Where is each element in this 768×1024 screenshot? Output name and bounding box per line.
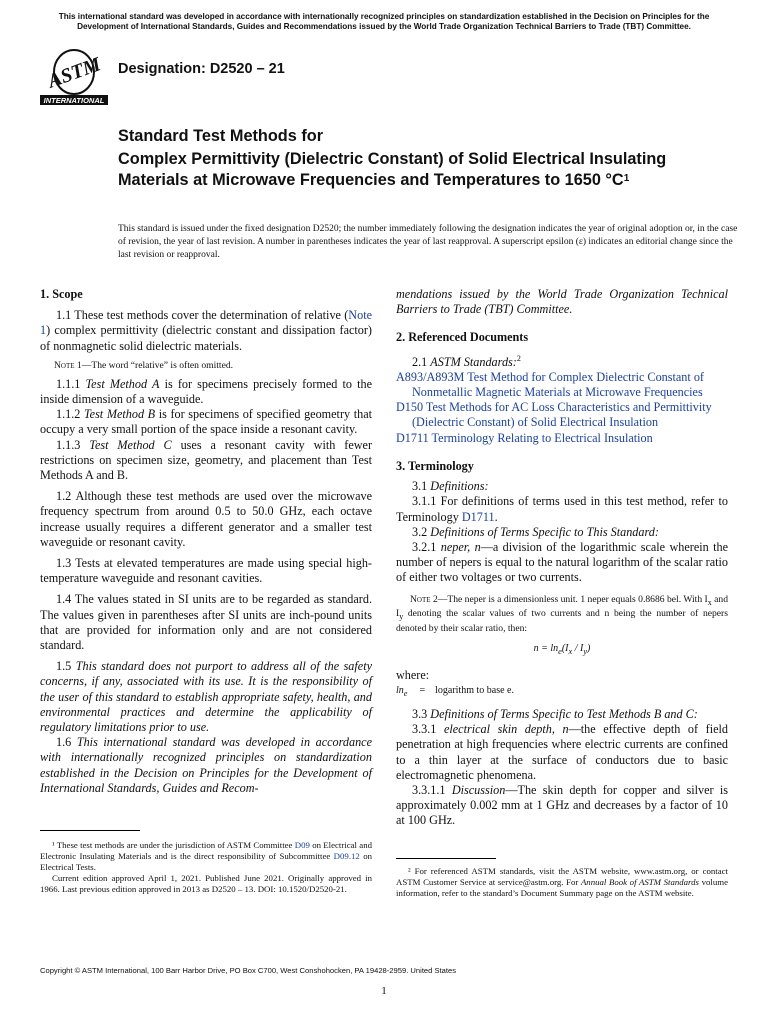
footnote-link-d09[interactable]: D09: [294, 840, 310, 850]
footnote-1: ¹ These test methods are under the jurisdiction of ASTM Committee D09 on Electrical and Electronic Insulating Materials and is the direct responsibility of Subcommittee D09.12 on Electrical Tests. Current edition approved April 1, 2021. Published June 2021. Originally approved in 1966. Last previous edition approved in 2013 as D2520 – 13. DOI: 10.1520/D2520-21.: [40, 840, 372, 894]
para-1-1-1: 1.1.1 Test Method A is for specimens precisely formed to the inside dimension of a waveguide.: [40, 376, 373, 407]
para-3-2-1: 3.2.1 neper, n—a division of the logarithmic scale wherein the number of nepers is equal to the natural logarithm of the scalar ratio of either two voltages or two currents.: [396, 539, 728, 585]
where-label: where:: [396, 667, 430, 682]
ref-d1711: D1711 Terminology Relating to Electrical Insulation: [396, 430, 653, 445]
page-number: 1: [381, 985, 387, 997]
para-1-1-3: 1.1.3 Test Method C uses a resonant cavity with fewer restrictions on specimen size, geometry, and placement than Test Methods A and B.: [40, 437, 372, 483]
designation: Designation: D2520 – 21: [118, 61, 285, 77]
para-2-1: 2.1 ASTM Standards:$^2$: [412, 353, 521, 369]
para-3-2: 3.2 Definitions of Terms Specific to This Standard:: [412, 524, 659, 539]
footnote-rule-left: [40, 830, 140, 831]
astm-logo: [38, 48, 110, 106]
ref-link-d150[interactable]: D150: [396, 400, 424, 415]
para-3-3: 3.3 Definitions of Terms Specific to Test Methods B and C:: [412, 706, 698, 721]
terminology-link-d1711[interactable]: D1711: [461, 509, 495, 524]
section-referenced-documents-heading: 2. Referenced Documents: [396, 330, 529, 345]
note-1-link[interactable]: Note 1: [40, 308, 372, 338]
para-1-3: 1.3 Tests at elevated temperatures are made using special high-temperature waveguide and resonant cavities.: [40, 556, 372, 586]
para-1-6-continued: mendations issued by the World Trade Organization Technical Barriers to Trade (TBT) Committee.: [396, 287, 728, 317]
ref-a893: A893/A893M Test Method for Complex Dielectric Constant of Nonmetallic Magnetic Materials at Microwave Frequencies: [396, 369, 704, 400]
svg-text:ASTM: ASTM: [44, 53, 104, 93]
ref-d150: D150 Test Methods for AC Loss Characteristics and Permittivity (Dielectric Constant) of Solid Electrical Insulation: [396, 400, 712, 430]
para-3-3-1: 3.3.1 electrical skin depth, n—the effective depth of field penetration at high frequencies where electric currents are confined to a thin layer at the surface of conductors due to basic electromagnetic phenomena.: [396, 722, 729, 782]
ref-link-d1711[interactable]: D1711: [396, 430, 429, 445]
title-footnote-ref[interactable]: 1: [623, 173, 630, 184]
para-3-1-1: 3.1.1 For definitions of terms used in this test method, refer to Terminology D1711.: [396, 494, 728, 524]
neper-equation: $n = \ln_e(I_x / I_y)$: [533, 643, 591, 657]
para-3-1: 3.1 Definitions:: [412, 479, 489, 494]
title-main: Complex Permittivity (Dielectric Constant) of Solid Electrical Insulating Materials at Microwave Frequencies and Temperatures to 1650 $^\circ C^1$: [118, 150, 667, 189]
ref-link-a893[interactable]: A893/A893M: [396, 369, 465, 384]
para-1-2: 1.2 Although these test methods are used over the microwave frequency spectrum from around 0.5 to 50.0 GHz, each octave increase usually requires a different generator and a smaller test waveguide or resonant cavity.: [40, 489, 372, 549]
right-column: [396, 287, 728, 829]
para-1-1-2: 1.1.2 Test Method B is for specimens of specified geometry that occupy a very small portion of the space inside a resonant cavity.: [40, 407, 372, 437]
note-2: Note 2—The neper is a dimensionless unit. 1 neper equals 0.8686 bel. With $I_x$ and $I_y$ denoting the scalar values of two currents and n being the number of nepers denoted by their scalar ratio, then:: [396, 593, 728, 635]
para-1-1: 1.1 These test methods cover the determination of relative (Note 1) complex permittivity (dielectric constant and dissipation factor) of nonmagnetic solid dielectric materials.: [40, 308, 372, 353]
where-definition: $\ln_e$ = logarithm to base e.: [396, 684, 514, 698]
footnote-link-d0912[interactable]: D09.12: [333, 851, 360, 861]
svg-text:INTERNATIONAL: INTERNATIONAL: [43, 96, 105, 105]
para-3-3-1-1: 3.3.1.1 Discussion—The skin depth for copper and silver is approximately 0.002 mm at 1 GHz and decreases by a factor of 10 at 100 GHz.: [396, 782, 729, 828]
section-scope-heading: 1. Scope: [40, 287, 83, 301]
note-1: Note 1—The word “relative” is often omitted.: [54, 359, 234, 371]
section-terminology-heading: 3. Terminology: [396, 458, 474, 473]
para-1-6: 1.6 This international standard was developed in accordance with internationally recognized principles on standardization established in the Decision on Principles for the Development of International Standards, Guides and Recom-: [40, 735, 373, 795]
footnote-2: ² For referenced ASTM standards, visit the ASTM website, www.astm.org, or contact ASTM Customer Service at service@astm.org. For Annual Book of ASTM Standards volume information, refer to the standard’s Document Summary page on the ASTM website.: [396, 866, 728, 898]
left-column: [40, 287, 372, 796]
footnote-rule-right: [396, 858, 496, 859]
para-1-5: 1.5 This standard does not purport to address all of the safety concerns, if any, associated with its use. It is the responsibility of the user of this standard to establish appropriate safety, health, and environmental practices and determine the applicability of regulatory limitations prior to use.: [40, 659, 372, 735]
issuance-statement: This standard is issued under the fixed designation D2520; the number immediately following the designation indicates the year of original adoption or, in the case of revision, the year of last revision. A number in parentheses indicates the year of last reapproval. A superscript epsilon (ε) indicates an editorial change since the last revision or reapproval.: [118, 224, 738, 260]
title-line-1: Standard Test Methods for: [118, 127, 324, 145]
top-compliance-note: This international standard was developed in accordance with internationally recognized principles on standardization established in the Decision on Principles for the Development of International Standards, Guides and Recommendations issued by the World Trade Organization Technical Barriers to Trade (TBT) Committee.: [58, 12, 710, 31]
para-1-4: 1.4 The values stated in SI units are to be regarded as standard. The values given in parentheses after SI units are inch-pound units that are provided for information only and are not considered standard.: [40, 592, 372, 653]
copyright-footer: Copyright © ASTM International, 100 Barr Harbor Drive, PO Box C700, West Conshohocken, PA 19428-2959. United States: [40, 966, 457, 975]
